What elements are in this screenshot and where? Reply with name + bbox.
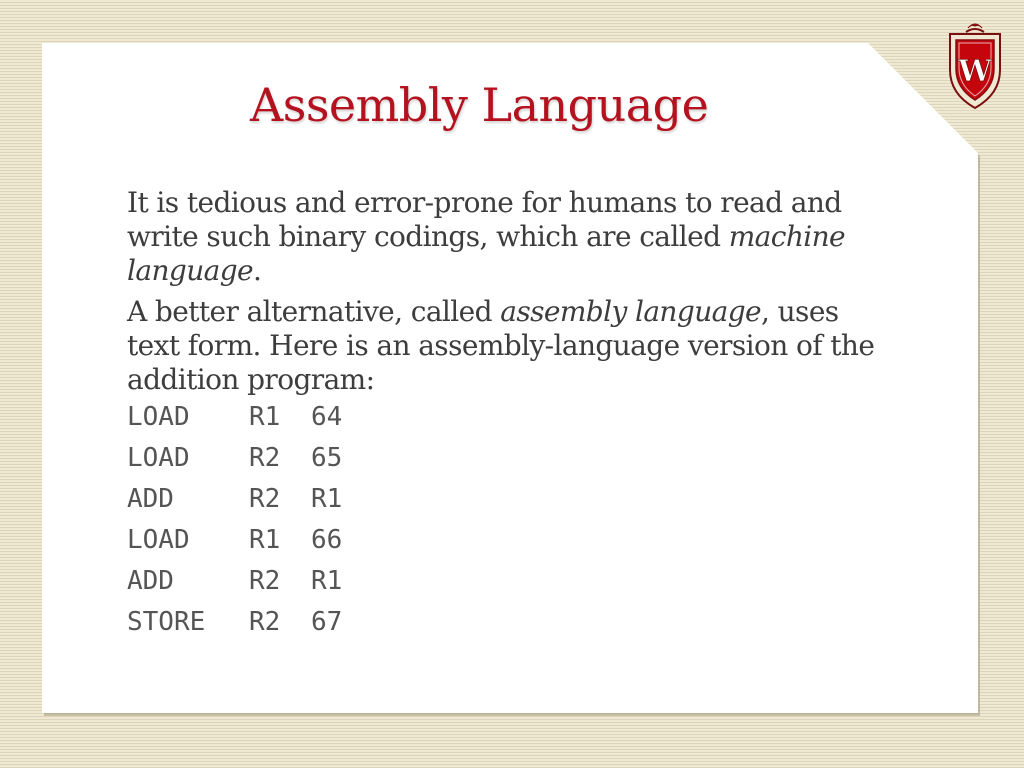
code-register: R2 — [249, 484, 281, 514]
code-operand: 67 — [311, 607, 343, 637]
paragraph-text: . — [253, 254, 262, 287]
university-crest-icon — [944, 18, 1006, 112]
code-line — [127, 523, 342, 564]
code-register: R1 — [249, 402, 281, 432]
code-opcode: LOAD — [127, 402, 190, 432]
code-opcode: LOAD — [127, 443, 190, 473]
crest-letter: W — [958, 54, 992, 89]
code-opcode: ADD — [127, 484, 174, 514]
code-register: R1 — [249, 525, 281, 555]
code-register: R2 — [249, 443, 281, 473]
code-operand: 66 — [311, 525, 343, 555]
emphasis-term: assembly language — [500, 295, 762, 328]
code-register: R2 — [249, 607, 281, 637]
code-line — [127, 482, 342, 523]
code-line — [127, 400, 342, 441]
emphasis-term: machine language — [127, 220, 846, 287]
code-opcode: STORE — [127, 607, 206, 637]
paragraph-assembly-language — [127, 295, 887, 397]
code-line — [127, 605, 342, 646]
code-opcode: ADD — [127, 566, 174, 596]
code-opcode: LOAD — [127, 525, 190, 555]
paragraph-machine-language — [127, 186, 887, 288]
slide-body — [127, 186, 887, 404]
code-line — [127, 441, 342, 482]
code-register: R2 — [249, 566, 281, 596]
code-operand: 65 — [311, 443, 343, 473]
code-operand: R1 — [311, 484, 343, 514]
code-operand: R1 — [311, 566, 343, 596]
code-line — [127, 564, 342, 605]
paragraph-text: It is tedious and error-prone for humans to read and write such binary codings, which are called — [127, 186, 842, 253]
assembly-code-block — [127, 400, 342, 646]
paragraph-text: A better alternative, called — [127, 295, 501, 328]
code-operand: 64 — [311, 402, 343, 432]
slide-title: Assembly Language — [250, 78, 709, 132]
paragraph-text: , uses text form. Here is an assembly-language version of the addition program: — [127, 295, 875, 396]
